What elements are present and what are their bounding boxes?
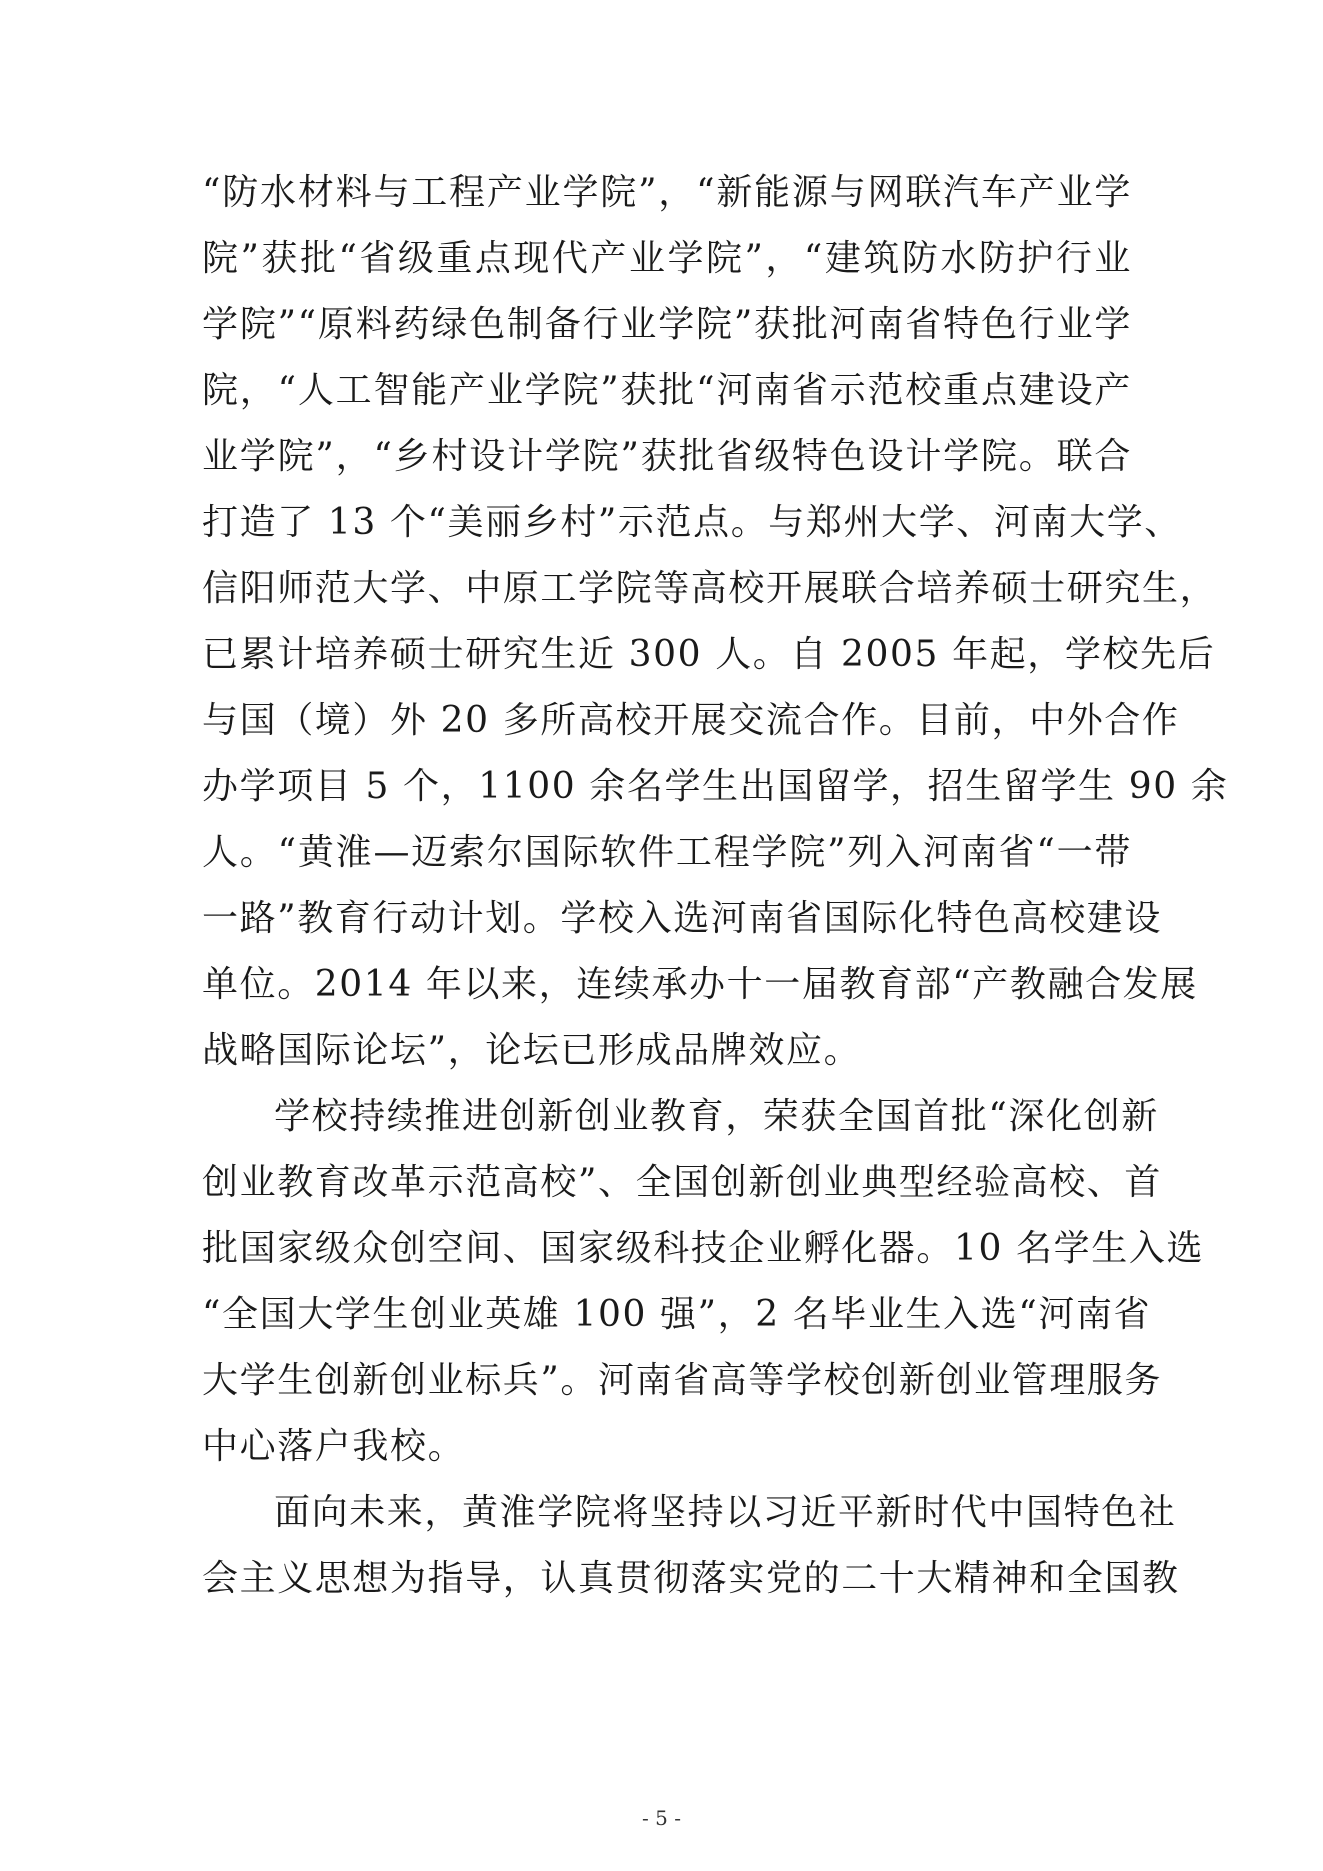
paragraph-line: 信阳师范大学、中原工学院等高校开展联合培养硕士研究生， [202, 568, 1218, 609]
paragraph-line: 院，“人工智能产业学院”获批“河南省示范校重点建设产 [202, 370, 1132, 411]
paragraph-line: “防水材料与工程产业学院”，“新能源与网联汽车产业学 [202, 172, 1132, 213]
paragraph-line: 战略国际论坛”，论坛已形成品牌效应。 [202, 1030, 862, 1071]
paragraph-3 [202, 1480, 1180, 1612]
paragraph-line: 打造了 13 个“美丽乡村”示范点。与郑州大学、河南大学、 [202, 502, 1182, 543]
paragraph-1 [202, 160, 1229, 1084]
paragraph-line: 已累计培养硕士研究生近 300 人。自 2005 年起，学校先后 [202, 634, 1216, 675]
paragraph-line: 大学生创新创业标兵”。河南省高等学校创新创业管理服务 [202, 1360, 1163, 1401]
paragraph-line: 学校持续推进创新创业教育，荣获全国首批“深化创新 [274, 1096, 1159, 1137]
paragraph-line: 与国（境）外 20 多所高校开展交流合作。目前，中外合作 [202, 700, 1180, 741]
paragraph-line: 业学院”，“乡村设计学院”获批省级特色设计学院。联合 [202, 436, 1132, 477]
paragraph-line: 一路”教育行动计划。学校入选河南省国际化特色高校建设 [202, 898, 1163, 939]
paragraph-line: 院”获批“省级重点现代产业学院”，“建筑防水防护行业 [202, 238, 1132, 279]
paragraph-line: 单位。2014 年以来，连续承办十一届教育部“产教融合发展 [202, 964, 1198, 1005]
paragraph-line: 创业教育改革示范高校”、全国创新创业典型经验高校、首 [202, 1162, 1163, 1203]
paragraph-line: 中心落户我校。 [202, 1426, 466, 1467]
page-number: - 5 - [642, 1806, 681, 1830]
body-text [202, 160, 1229, 1612]
paragraph-line: 面向未来，黄淮学院将坚持以习近平新时代中国特色社 [274, 1492, 1177, 1533]
paragraph-line: 批国家级众创空间、国家级科技企业孵化器。10 名学生入选 [202, 1228, 1205, 1269]
paragraph-2 [202, 1084, 1205, 1480]
paragraph-line: 学院”“原料药绿色制备行业学院”获批河南省特色行业学 [202, 304, 1132, 345]
paragraph-line: 会主义思想为指导，认真贯彻落实党的二十大精神和全国教 [202, 1558, 1180, 1599]
paragraph-line: 人。“黄淮—迈索尔国际软件工程学院”列入河南省“一带 [202, 832, 1132, 873]
paragraph-line: “全国大学生创业英雄 100 强”，2 名毕业生入选“河南省 [202, 1294, 1152, 1335]
paragraph-line: 办学项目 5 个，1100 余名学生出国留学，招生留学生 90 余 [202, 766, 1229, 807]
